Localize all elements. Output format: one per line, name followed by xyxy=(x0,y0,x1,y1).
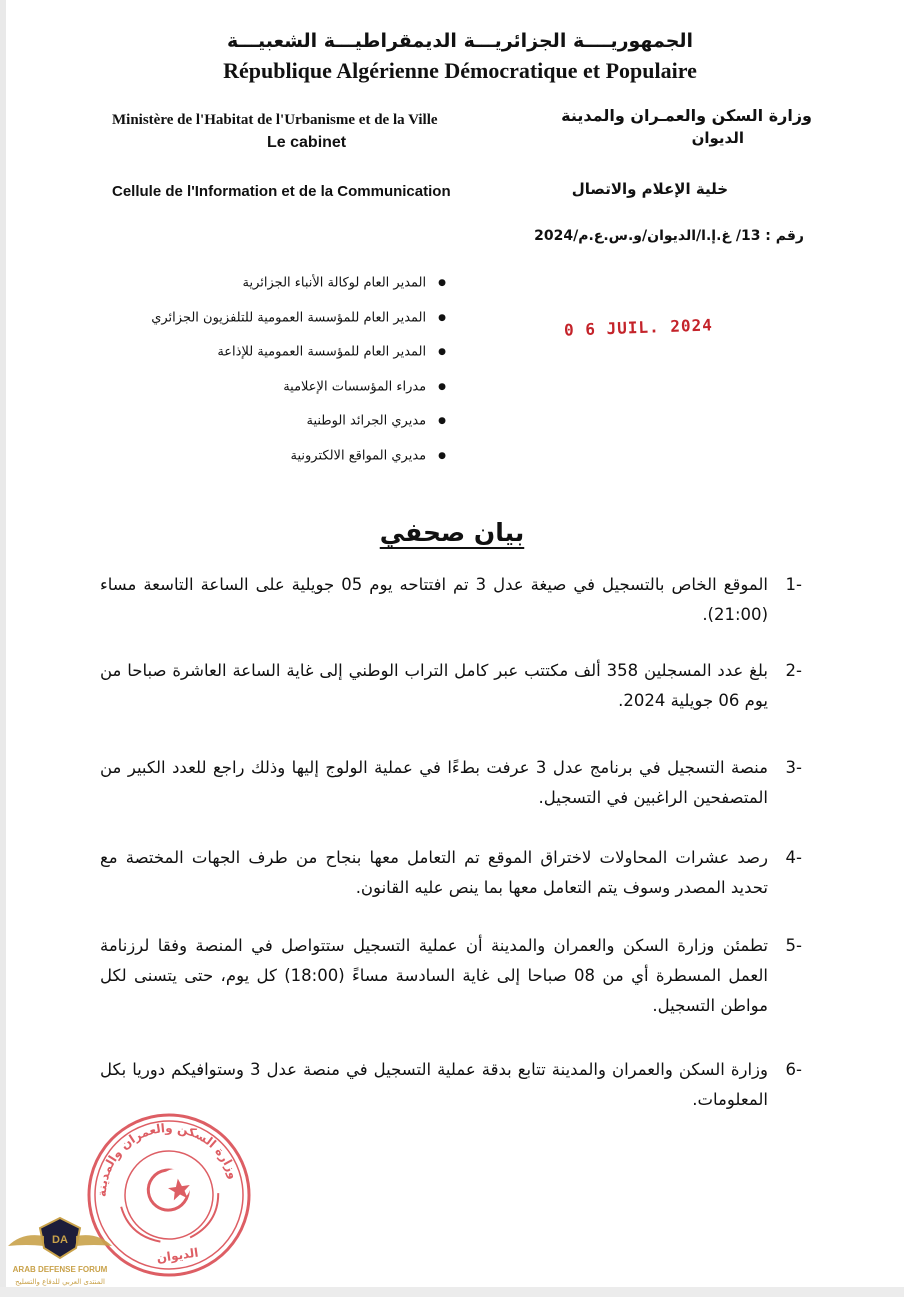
statement-item xyxy=(100,656,802,753)
item-number: -1 xyxy=(785,575,802,594)
recipient-item: ● مديري الجرائد الوطنية xyxy=(86,406,446,441)
recipient-list xyxy=(86,268,446,475)
seal-ring-text: وزارة السكن والعمران والمدينة xyxy=(94,1120,241,1198)
cabinet-label-ar: الديوان xyxy=(691,129,744,147)
watermark-badge: DA xyxy=(52,1234,68,1246)
arabic-state-header: الجمهوريــــة الجزائريـــة الديمقراطيـــة الشعبيـــة xyxy=(226,30,694,52)
item-text: تطمئن وزارة السكن والعمران والمدينة أن عملية التسجيل ستتواصل في المنصة وفقا لرزنامة العمل المسطرة أي من 08 صباحا إلى غاية السادسة مساءً (18:00) كل يوم، حتى يتسنى لكل مواطن التسجيل. xyxy=(100,936,768,1015)
item-text: بلغ عدد المسجلين 358 ألف مكتتب عبر كامل التراب الوطني إلى غاية الساعة العاشرة صباحا من يوم 06 جويلية 2024. xyxy=(100,661,768,710)
statement-item xyxy=(100,843,802,931)
statement-items xyxy=(100,570,802,1125)
item-text: رصد عشرات المحاولات لاختراق الموقع تم التعامل معها بنجاح من طرف الجهات المختصة مع تحديد المصدر وسوف يتم التعامل معها بما ينص عليه القانون. xyxy=(100,848,768,897)
sender-arabic-block xyxy=(532,106,812,147)
scan-edge-left xyxy=(0,0,6,1297)
document-title-text: بيان صحفي xyxy=(379,518,525,547)
recipient-item: ● مدراء المؤسسات الإعلامية xyxy=(86,372,446,407)
watermark-subtitle: المنتدى العربي للدفاع والتسليح xyxy=(15,1278,105,1286)
item-text: وزارة السكن والعمران والمدينة تتابع بدقة عملية التسجيل في منصة عدل 3 وستوافيكم دوريا بكل المعلومات. xyxy=(100,1060,768,1109)
item-number: -3 xyxy=(785,758,802,777)
recipient-item: ● المدير العام لوكالة الأنباء الجزائرية xyxy=(86,268,446,303)
statement-item xyxy=(100,753,802,843)
communication-cell-fr: Cellule de l'Information et de la Communication xyxy=(112,183,451,200)
cabinet-label-fr: Le cabinet xyxy=(267,134,347,151)
scan-edge-bottom xyxy=(0,1287,904,1297)
document-title xyxy=(0,518,904,547)
item-number: -6 xyxy=(785,1060,802,1079)
seal-bottom-text: الديوان xyxy=(155,1245,200,1266)
reference-number: رقم : 13/ غ.إ.ا/الديوان/و.س.ع.م/2024 xyxy=(534,228,804,244)
statement-item xyxy=(100,931,802,1055)
recipient-item: ● المدير العام للمؤسسة العمومية للإذاعة xyxy=(86,337,446,372)
watermark-title: ARAB DEFENSE FORUM xyxy=(12,1265,108,1274)
item-number: -2 xyxy=(785,661,802,680)
item-text: الموقع الخاص بالتسجيل في صيغة عدل 3 تم افتتاحه يوم 05 جويلية على الساعة التاسعة مساء (21:00). xyxy=(100,575,769,624)
sender-french-block xyxy=(112,112,512,152)
item-number: -5 xyxy=(785,936,802,955)
item-text: منصة التسجيل في برنامج عدل 3 عرفت بطءًا في عملية الولوج إليها وذلك راجع للعدد الكبير من المتصفحين الراغبين في التسجيل. xyxy=(100,758,768,807)
forum-watermark-logo xyxy=(4,1212,116,1292)
date-stamp: 0 6 JUIL. 2024 xyxy=(563,315,714,340)
french-state-header: République Algérienne Démocratique et Populaire xyxy=(223,58,697,83)
recipient-item: ● المدير العام للمؤسسة العمومية للتلفزيون الجزائري xyxy=(86,303,446,338)
ministry-name-fr: Ministère de l'Habitat de l'Urbanisme et de la Ville xyxy=(112,112,438,128)
communication-cell-ar: خلية الإعلام والاتصال xyxy=(571,180,728,198)
ministry-name-ar: وزارة السكن والعمـران والمدينة xyxy=(561,106,812,125)
recipient-item: ● مديري المواقع الالكترونية xyxy=(86,441,446,476)
statement-item xyxy=(100,570,802,656)
item-number: -4 xyxy=(785,848,802,867)
